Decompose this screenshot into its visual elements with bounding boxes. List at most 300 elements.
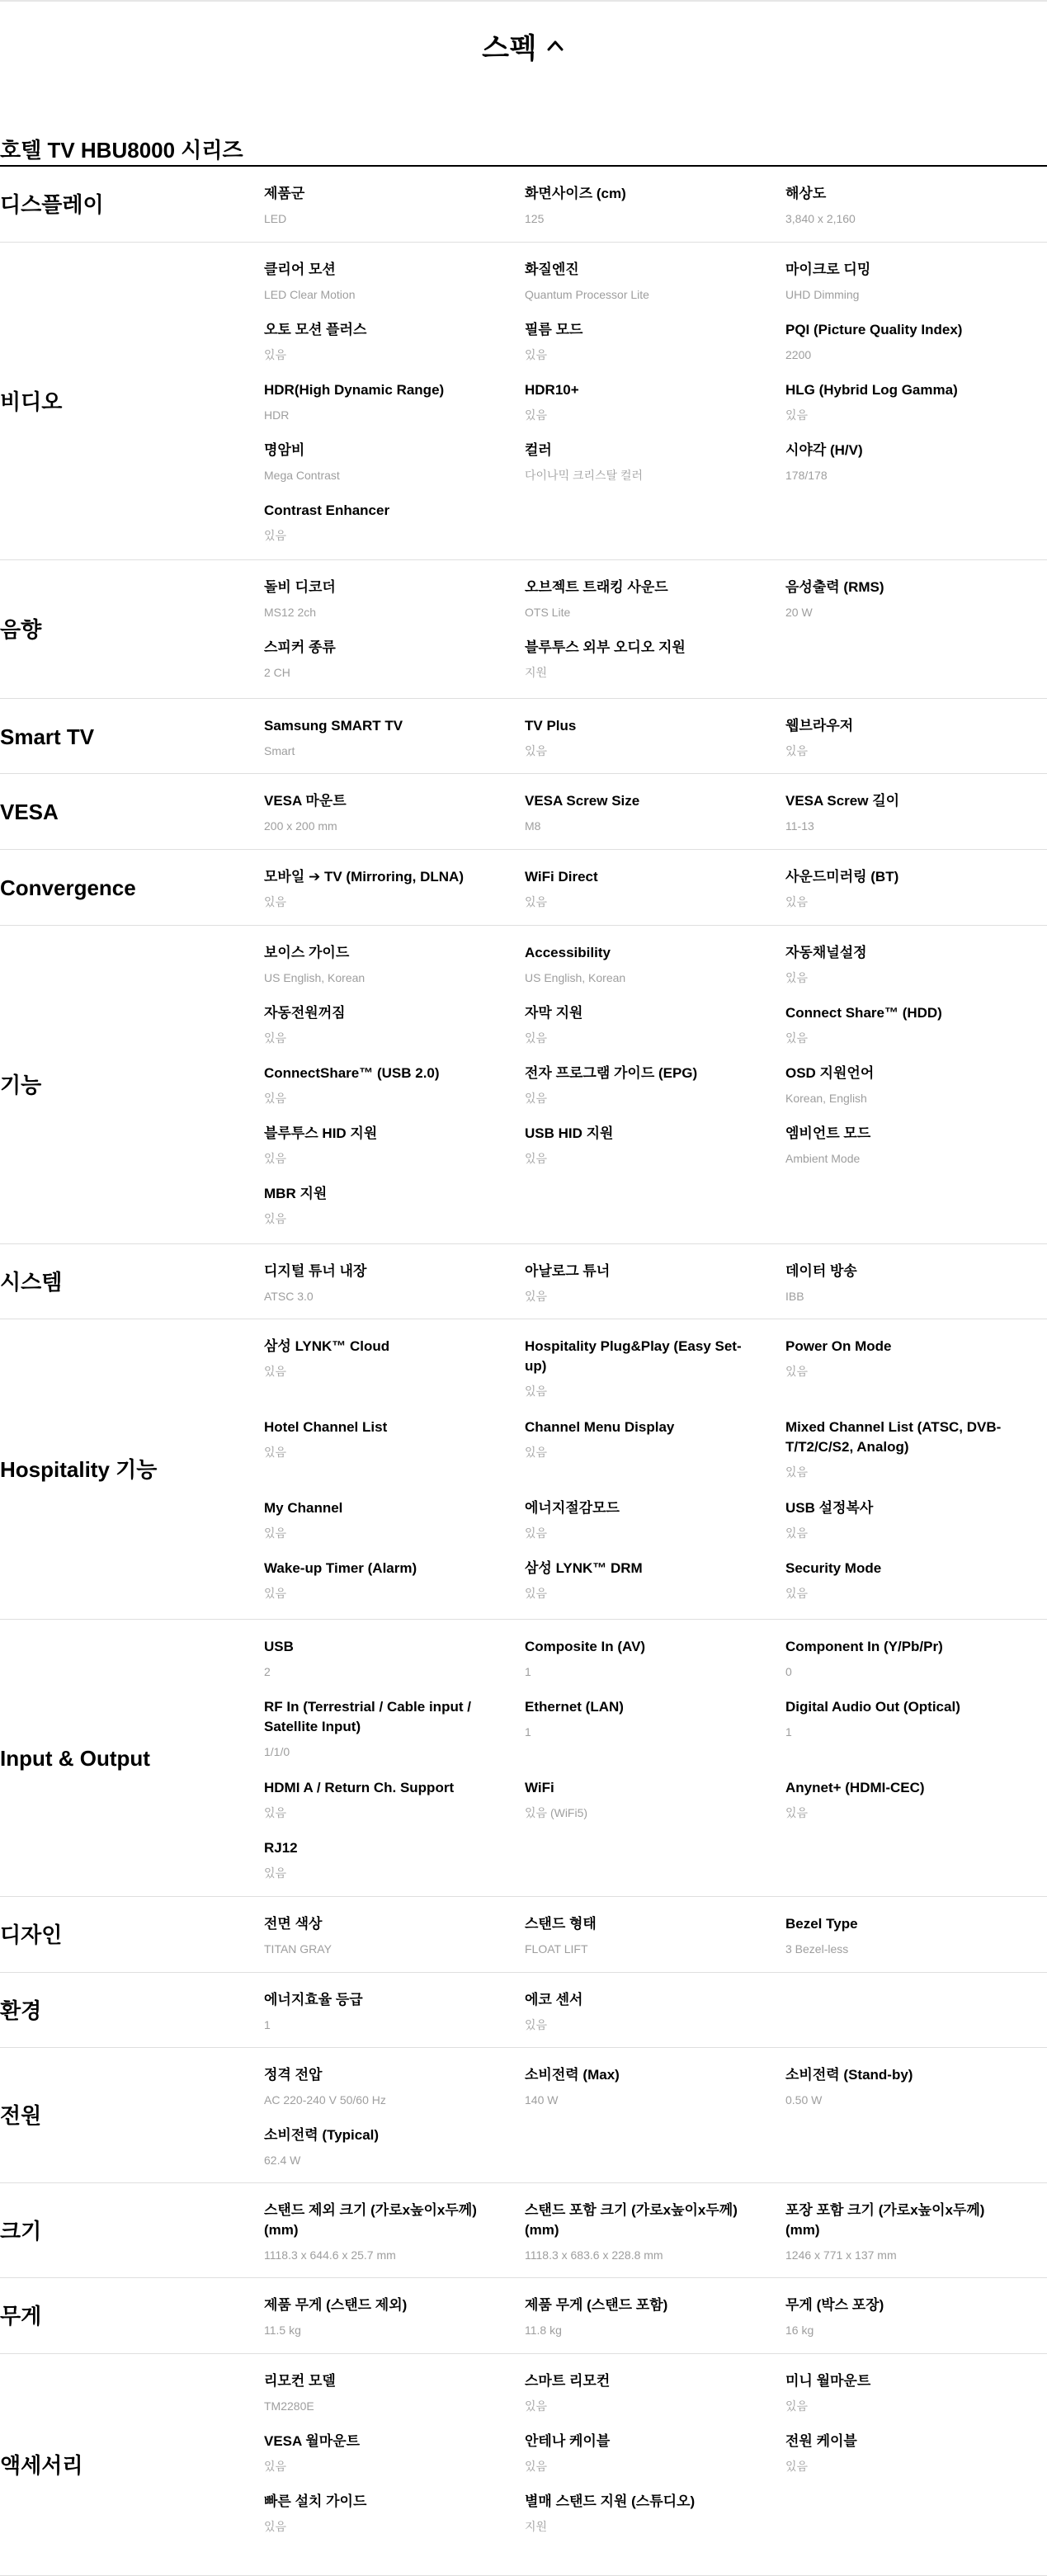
spec-section xyxy=(0,560,1047,699)
section-title: 비디오 xyxy=(0,389,63,414)
spec-value: 있음 xyxy=(264,1031,287,1045)
spec-section xyxy=(0,1897,1047,1973)
spec-label: Power On Mode xyxy=(785,1338,892,1354)
spec-grid xyxy=(264,2354,1047,2576)
spec-label: Ethernet (LAN) xyxy=(525,1699,624,1715)
spec-value: 2200 xyxy=(785,348,812,361)
spec-value: 200 x 200 mm xyxy=(264,819,337,833)
spec-value: 있음 xyxy=(785,1587,809,1600)
spec-label: 전면 색상 xyxy=(264,1916,323,1932)
spec-label: ConnectShare™ (USB 2.0) xyxy=(264,1065,440,1081)
spec-label: 에너지효율 등급 xyxy=(264,1992,363,2007)
spec-grid xyxy=(264,167,1047,243)
spec-item xyxy=(264,441,487,484)
spec-value: 125 xyxy=(525,212,545,225)
spec-value: 3,840 x 2,160 xyxy=(785,212,856,225)
spec-label: 스탠드 제외 크기 (가로x높이x두께) (mm) xyxy=(264,2202,477,2238)
spec-label: 스탠드 형태 xyxy=(525,1916,597,1932)
spec-value: Smart xyxy=(264,744,295,757)
spec-item xyxy=(525,791,748,835)
spec-value: 있음 xyxy=(264,1212,287,1225)
spec-value: 있음 xyxy=(785,971,809,984)
spec-item xyxy=(785,2432,1008,2475)
spec-section xyxy=(0,774,1047,850)
spec-item xyxy=(525,716,748,760)
spec-item xyxy=(264,2125,487,2169)
spec-label: 스탠드 포함 크기 (가로x높이x두께) (mm) xyxy=(525,2202,738,2238)
spec-label: VESA 월마운트 xyxy=(264,2433,361,2449)
spec-label: VESA Screw 길이 xyxy=(785,793,900,809)
spec-value: 11.5 kg xyxy=(264,2324,301,2337)
spec-value: 지원 xyxy=(525,2520,548,2533)
spec-value: 있음 xyxy=(785,408,809,422)
spec-value: 있음 xyxy=(264,2460,287,2473)
spec-section xyxy=(0,1319,1047,1620)
spec-value: Korean, English xyxy=(785,1092,867,1105)
spec-item xyxy=(785,1498,1008,1542)
spec-item xyxy=(785,1064,1008,1107)
spec-item xyxy=(525,1124,748,1168)
spec-section xyxy=(0,2183,1047,2278)
spec-section xyxy=(0,2278,1047,2354)
spec-item xyxy=(525,2371,748,2415)
spec-label: Anynet+ (HDMI-CEC) xyxy=(785,1780,925,1795)
spec-value: 있음 xyxy=(525,1385,548,1398)
spec-value: 있음 xyxy=(525,1587,548,1600)
spec-item xyxy=(785,184,1008,228)
spec-label: 마이크로 디밍 xyxy=(785,262,871,277)
spec-label: 소비전력 (Max) xyxy=(525,2067,620,2083)
spec-section xyxy=(0,167,1047,243)
spec-label: 에코 센서 xyxy=(525,1992,583,2007)
spec-grid xyxy=(264,850,1047,926)
spec-value: LED xyxy=(264,212,287,225)
spec-item xyxy=(264,2295,487,2339)
spec-value: Quantum Processor Lite xyxy=(525,288,649,301)
spec-value: FLOAT LIFT xyxy=(525,1942,588,1956)
spec-label: 제품 무게 (스탠드 제외) xyxy=(264,2297,408,2313)
spec-value: 있음 xyxy=(785,2460,809,2473)
spec-value: 있음 xyxy=(264,1446,287,1459)
spec-label: Bezel Type xyxy=(785,1916,858,1932)
spec-item xyxy=(785,260,1008,304)
spec-value: 있음 xyxy=(785,1465,809,1479)
spec-value: 3 Bezel-less xyxy=(785,1942,849,1956)
spec-item xyxy=(264,1124,487,1168)
spec-grid xyxy=(264,2183,1047,2278)
spec-label: Composite In (AV) xyxy=(525,1639,646,1654)
spec-item xyxy=(785,867,1008,911)
spec-label: 블루투스 외부 오디오 지원 xyxy=(525,639,686,655)
spec-label: 자동전원꺼짐 xyxy=(264,1005,346,1021)
spec-value: 있음 xyxy=(525,1152,548,1165)
spec-label: VESA 마운트 xyxy=(264,793,347,809)
spec-item xyxy=(785,1124,1008,1168)
spec-label: 별매 스탠드 지원 (스튜디오) xyxy=(525,2493,696,2509)
spec-section xyxy=(0,1244,1047,1319)
spec-value: 있음 xyxy=(785,895,809,908)
spec-value: 140 W xyxy=(525,2093,559,2107)
spec-label: USB 설정복사 xyxy=(785,1500,874,1516)
spec-section xyxy=(0,699,1047,774)
spec-item xyxy=(525,320,748,364)
spec-label: Security Mode xyxy=(785,1560,882,1576)
section-title: 시스템 xyxy=(0,1269,63,1295)
spec-item xyxy=(525,1990,748,2034)
spec-label: 화질엔진 xyxy=(525,262,579,277)
spec-value: 있음 xyxy=(264,1866,287,1880)
spec-item xyxy=(525,2432,748,2475)
spec-value: 있음 xyxy=(264,1365,287,1378)
spec-label: 자막 지원 xyxy=(525,1005,583,1021)
spec-label: RJ12 xyxy=(264,1840,298,1856)
spec-value: TM2280E xyxy=(264,2399,314,2413)
spec-item xyxy=(264,380,487,424)
spec-label: HDR10+ xyxy=(525,382,579,398)
spec-label: Component In (Y/Pb/Pr) xyxy=(785,1639,943,1654)
spec-value: 있음 xyxy=(785,1526,809,1540)
spec-item xyxy=(525,867,748,911)
spec-item xyxy=(525,1914,748,1958)
section-title: 전원 xyxy=(0,2103,42,2128)
spec-label: 전원 케이블 xyxy=(785,2433,857,2449)
spec-item xyxy=(785,2371,1008,2415)
spec-item xyxy=(525,1337,748,1400)
spec-item xyxy=(525,2065,748,2109)
section-title: VESA xyxy=(0,800,59,824)
spec-value: 1118.3 x 683.6 x 228.8 mm xyxy=(525,2248,663,2262)
spec-item xyxy=(264,260,487,304)
spec-label: 엠비언트 모드 xyxy=(785,1125,871,1141)
spec-label: 필름 모드 xyxy=(525,322,583,337)
section-title: 기능 xyxy=(0,1073,42,1097)
spec-value: M8 xyxy=(525,819,541,833)
spec-item xyxy=(785,1559,1008,1602)
spec-label: 전자 프로그램 가이드 (EPG) xyxy=(525,1065,698,1081)
spec-value: 있음 xyxy=(525,2018,548,2031)
spec-item xyxy=(264,1064,487,1107)
spec-value: 있음 xyxy=(525,744,548,757)
spec-item xyxy=(264,1418,487,1461)
spec-grid xyxy=(264,560,1047,699)
spec-item xyxy=(264,1498,487,1542)
spec-item xyxy=(264,501,487,545)
spec-item xyxy=(785,1697,1008,1741)
spec-item xyxy=(264,1914,487,1958)
spec-item xyxy=(785,2065,1008,2109)
spec-label: 자동채널설정 xyxy=(785,945,867,960)
spec-item xyxy=(525,1262,748,1305)
spec-item xyxy=(525,380,748,424)
spec-label: 리모컨 모델 xyxy=(264,2373,336,2389)
spec-value: 2 xyxy=(264,1665,271,1678)
spec-item xyxy=(264,2432,487,2475)
spec-label: Wake-up Timer (Alarm) xyxy=(264,1560,417,1576)
spec-value: 있음 (WiFi5) xyxy=(525,1806,588,1819)
page-title: 스펙 xyxy=(482,32,537,64)
spec-sections xyxy=(0,167,1047,2576)
section-title: 디스플레이 xyxy=(0,192,104,217)
spec-item xyxy=(264,1262,487,1305)
section-title: Smart TV xyxy=(0,724,95,749)
spec-label: 클리어 모션 xyxy=(264,262,336,277)
spec-item xyxy=(264,1184,487,1228)
spec-label: MBR 지원 xyxy=(264,1186,328,1201)
spec-item xyxy=(264,2201,487,2264)
spec-label: 오브젝트 트래킹 사운드 xyxy=(525,579,668,595)
spec-value: 있음 xyxy=(525,2399,548,2413)
spec-value: TITAN GRAY xyxy=(264,1942,332,1956)
spec-value: OTS Lite xyxy=(525,606,571,619)
spec-value: 있음 xyxy=(264,1806,287,1819)
spec-value: 있음 xyxy=(525,408,548,422)
spec-label: My Channel xyxy=(264,1500,343,1516)
spec-grid xyxy=(264,2048,1047,2183)
spec-item xyxy=(525,943,748,987)
spec-label: HDR(High Dynamic Range) xyxy=(264,382,445,398)
spec-label: 안테나 케이블 xyxy=(525,2433,611,2449)
spec-item xyxy=(264,1003,487,1047)
spec-label: 시야각 (H/V) xyxy=(785,442,863,458)
spec-item xyxy=(525,1418,748,1461)
spec-label: RF In (Terrestrial / Cable input / Satellite Input) xyxy=(264,1699,471,1734)
spec-label: 보이스 가이드 xyxy=(264,945,350,960)
spec-label: Mixed Channel List (ATSC, DVB-T/T2/C/S2, Analog) xyxy=(785,1419,1002,1455)
spec-item xyxy=(264,2065,487,2109)
spec-item xyxy=(264,1637,487,1681)
spec-label: 디지털 튜너 내장 xyxy=(264,1263,367,1279)
spec-value: 있음 xyxy=(785,2399,809,2413)
spec-item xyxy=(264,638,487,682)
spec-label: HDMI A / Return Ch. Support xyxy=(264,1780,455,1795)
series-title: 호텔 TV HBU8000 시리즈 xyxy=(0,89,1047,167)
spec-label: 아날로그 튜너 xyxy=(525,1263,611,1279)
spec-grid xyxy=(264,1319,1047,1620)
spec-label: 컬러 xyxy=(525,442,552,458)
spec-section xyxy=(0,2048,1047,2183)
spec-value: 있음 xyxy=(525,1031,548,1045)
spec-item xyxy=(525,184,748,228)
spec-label: 소비전력 (Typical) xyxy=(264,2127,380,2143)
spec-value: 있음 xyxy=(264,1526,287,1540)
spec-label: 빠른 설치 가이드 xyxy=(264,2493,367,2509)
spec-value: 1 xyxy=(525,1725,531,1739)
spec-grid xyxy=(264,2278,1047,2354)
spec-grid xyxy=(264,774,1047,850)
spec-label: 모바일 ➔ TV (Mirroring, DLNA) xyxy=(264,869,464,885)
spec-item xyxy=(525,1778,748,1822)
spec-item xyxy=(785,1262,1008,1305)
spec-section xyxy=(0,2354,1047,2576)
spec-item xyxy=(264,2492,487,2536)
spec-label: 제품 무게 (스탠드 포함) xyxy=(525,2297,668,2313)
spec-label: 돌비 디코더 xyxy=(264,579,336,595)
spec-item xyxy=(264,1778,487,1822)
spec-value: 있음 xyxy=(525,1092,548,1105)
spec-item xyxy=(525,1697,748,1741)
spec-value: UHD Dimming xyxy=(785,288,860,301)
spec-label: 무게 (박스 포장) xyxy=(785,2297,884,2313)
chevron-up-icon[interactable] xyxy=(545,35,565,55)
spec-grid xyxy=(264,699,1047,774)
spec-section xyxy=(0,1620,1047,1897)
spec-value: US English, Korean xyxy=(264,971,366,984)
spec-label: USB HID 지원 xyxy=(525,1125,614,1141)
spec-value: 11-13 xyxy=(785,819,814,833)
spec-value: MS12 2ch xyxy=(264,606,317,619)
section-title: Hospitality 기능 xyxy=(0,1457,158,1482)
spec-item xyxy=(264,184,487,228)
spec-value: 있음 xyxy=(264,1152,287,1165)
spec-label: 제품군 xyxy=(264,186,305,201)
spec-item xyxy=(264,1838,487,1882)
spec-label: 해상도 xyxy=(785,186,827,201)
spec-value: 62.4 W xyxy=(264,2154,301,2167)
spec-label: 블루투스 HID 지원 xyxy=(264,1125,378,1141)
spec-item xyxy=(525,1559,748,1602)
spec-value: 0.50 W xyxy=(785,2093,823,2107)
spec-item xyxy=(525,1064,748,1107)
spec-label: Channel Menu Display xyxy=(525,1419,675,1435)
section-title: 환경 xyxy=(0,1998,42,2023)
spec-value: 1 xyxy=(264,2018,271,2031)
spec-value: Ambient Mode xyxy=(785,1152,861,1165)
spec-label: 포장 포함 크기 (가로x높이x두께) (mm) xyxy=(785,2202,985,2238)
section-title: Input & Output xyxy=(0,1746,150,1771)
spec-value: 1246 x 771 x 137 mm xyxy=(785,2248,897,2262)
spec-item xyxy=(264,1559,487,1602)
spec-item xyxy=(785,716,1008,760)
spec-value: 있음 xyxy=(525,2460,548,2473)
spec-item xyxy=(785,1003,1008,1047)
spec-value: 20 W xyxy=(785,606,813,619)
spec-label: Hospitality Plug&Play (Easy Set-up) xyxy=(525,1338,742,1374)
spec-value: 있음 xyxy=(525,348,548,361)
section-title: 액세서리 xyxy=(0,2452,83,2478)
spec-value: 지원 xyxy=(525,666,548,679)
spec-item xyxy=(525,260,748,304)
spec-item xyxy=(785,943,1008,987)
spec-label: Contrast Enhancer xyxy=(264,502,390,518)
spec-label: VESA Screw Size xyxy=(525,793,640,809)
spec-value: 178/178 xyxy=(785,469,828,482)
spec-label: 삼성 LYNK™ DRM xyxy=(525,1560,643,1576)
spec-item xyxy=(785,320,1008,364)
spec-item xyxy=(785,1337,1008,1380)
spec-item xyxy=(525,2295,748,2339)
spec-label: 화면사이즈 (cm) xyxy=(525,186,626,201)
spec-grid xyxy=(264,1973,1047,2048)
spec-item xyxy=(785,1914,1008,1958)
spec-label: WiFi xyxy=(525,1780,554,1795)
spec-item xyxy=(264,791,487,835)
spec-grid xyxy=(264,243,1047,560)
spec-value: 있음 xyxy=(785,1806,809,1819)
spec-value: 1 xyxy=(525,1665,531,1678)
spec-label: USB xyxy=(264,1639,294,1654)
spec-item xyxy=(785,578,1008,621)
spec-item xyxy=(525,578,748,621)
spec-section xyxy=(0,850,1047,926)
spec-value: 11.8 kg xyxy=(525,2324,562,2337)
spec-label: 정격 전압 xyxy=(264,2067,323,2083)
spec-value: ATSC 3.0 xyxy=(264,1290,314,1303)
spec-value: 있음 xyxy=(525,895,548,908)
spec-label: 음성출력 (RMS) xyxy=(785,579,884,595)
spec-value: Mega Contrast xyxy=(264,469,340,482)
spec-value: 있음 xyxy=(264,348,287,361)
spec-value: US English, Korean xyxy=(525,971,626,984)
spec-value: 있음 xyxy=(785,1365,809,1378)
section-title: 음향 xyxy=(0,617,42,642)
spec-grid xyxy=(264,926,1047,1244)
spec-section xyxy=(0,1973,1047,2048)
spec-value: 다이나믹 크리스탈 컬러 xyxy=(525,469,644,482)
spec-value: HDR xyxy=(264,408,290,422)
spec-grid xyxy=(264,1897,1047,1973)
spec-value: IBB xyxy=(785,1290,804,1303)
spec-grid xyxy=(264,1620,1047,1897)
spec-item xyxy=(525,2492,748,2536)
spec-header[interactable] xyxy=(0,2,1047,89)
spec-item xyxy=(785,2295,1008,2339)
spec-value: AC 220-240 V 50/60 Hz xyxy=(264,2093,386,2107)
spec-label: 웹브라우저 xyxy=(785,718,854,734)
spec-value: 있음 xyxy=(525,1446,548,1459)
spec-label: 데이터 방송 xyxy=(785,1263,857,1279)
spec-label: 소비전력 (Stand-by) xyxy=(785,2067,913,2083)
spec-label: Hotel Channel List xyxy=(264,1419,388,1435)
spec-item xyxy=(264,1337,487,1380)
spec-grid xyxy=(264,1244,1047,1319)
spec-item xyxy=(264,320,487,364)
spec-label: Connect Share™ (HDD) xyxy=(785,1005,942,1021)
spec-label: 삼성 LYNK™ Cloud xyxy=(264,1338,390,1354)
spec-value: 1 xyxy=(785,1725,792,1739)
spec-item xyxy=(264,716,487,760)
spec-section xyxy=(0,926,1047,1244)
spec-label: 에너지절감모드 xyxy=(525,1500,620,1516)
spec-item xyxy=(264,578,487,621)
spec-label: 스마트 리모컨 xyxy=(525,2373,611,2389)
spec-item xyxy=(785,791,1008,835)
spec-item xyxy=(525,2201,748,2264)
spec-label: Digital Audio Out (Optical) xyxy=(785,1699,960,1715)
spec-label: TV Plus xyxy=(525,718,577,734)
spec-label: Accessibility xyxy=(525,945,611,960)
section-title: 디자인 xyxy=(0,1923,63,1947)
spec-label: HLG (Hybrid Log Gamma) xyxy=(785,382,958,398)
section-title: Convergence xyxy=(0,875,136,900)
section-title: 무게 xyxy=(0,2304,42,2328)
spec-item xyxy=(785,1418,1008,1481)
spec-label: 명암비 xyxy=(264,442,305,458)
spec-label: Samsung SMART TV xyxy=(264,718,403,734)
spec-value: 있음 xyxy=(785,744,809,757)
spec-value: 있음 xyxy=(264,895,287,908)
spec-value: 있음 xyxy=(525,1290,548,1303)
spec-item xyxy=(264,1990,487,2034)
spec-value: 있음 xyxy=(785,1031,809,1045)
spec-value: LED Clear Motion xyxy=(264,288,356,301)
spec-item xyxy=(525,1003,748,1047)
spec-label: 오토 모션 플러스 xyxy=(264,322,367,337)
spec-value: 16 kg xyxy=(785,2324,814,2337)
spec-value: 2 CH xyxy=(264,666,290,679)
spec-value: 있음 xyxy=(264,529,287,542)
spec-item xyxy=(525,1498,748,1542)
spec-value: 있음 xyxy=(525,1526,548,1540)
